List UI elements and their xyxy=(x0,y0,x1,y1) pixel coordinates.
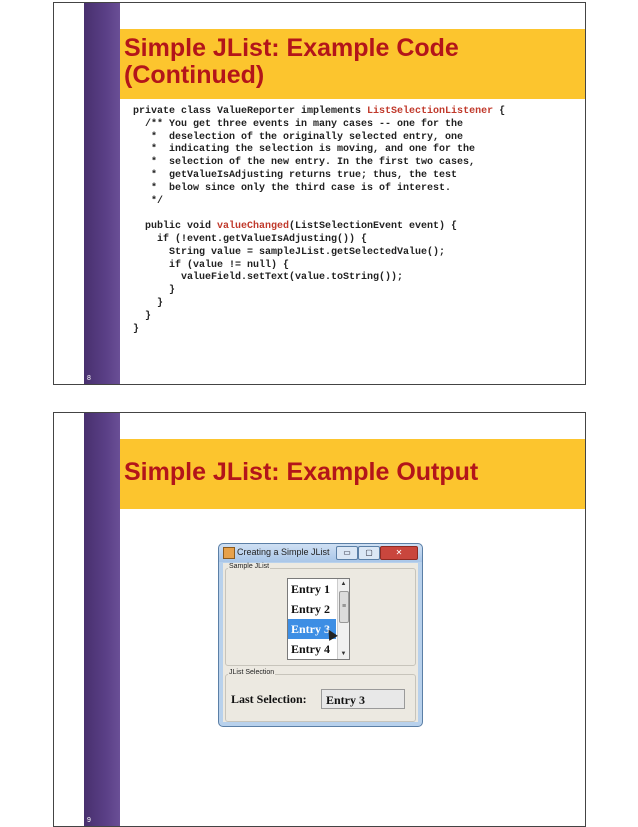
sample-jlist[interactable] xyxy=(287,578,350,660)
code-header-brace: { xyxy=(493,106,506,117)
window-content xyxy=(223,563,418,722)
minimize-button[interactable]: ▭ xyxy=(336,546,358,560)
close-button[interactable]: ✕ xyxy=(380,546,418,560)
slide-title: Simple JList: Example Output xyxy=(124,458,479,486)
scroll-down-icon[interactable]: ▼ xyxy=(340,651,347,657)
selection-group-label: JList Selection xyxy=(229,669,275,676)
slide-title: Simple JList: Example Code (Continued) xyxy=(124,34,459,89)
code-keyword-interface: ListSelectionListener xyxy=(367,106,494,117)
list-scrollbar[interactable] xyxy=(337,579,349,659)
code-header: private class ValueReporter implements xyxy=(133,106,368,117)
scroll-thumb[interactable]: ≡ xyxy=(339,591,349,623)
slide-code xyxy=(53,2,586,385)
slide-output xyxy=(53,412,586,827)
window-title: Creating a Simple JList xyxy=(237,547,330,557)
list-item[interactable]: Entry 1 xyxy=(291,582,330,596)
java-app-icon xyxy=(223,547,235,559)
jlist-window xyxy=(218,543,423,727)
list-item[interactable]: Entry 2 xyxy=(291,602,330,616)
sidebar-bar xyxy=(84,3,120,384)
maximize-button[interactable]: ▢ xyxy=(358,546,380,560)
sidebar-bar xyxy=(84,413,120,826)
scroll-up-icon[interactable]: ▲ xyxy=(340,581,347,587)
code-keyword-method: valueChanged xyxy=(217,221,290,233)
list-item-selected[interactable]: Entry 3 xyxy=(288,619,336,639)
code-body: (ListSelectionEvent event) { if (!event.getValueIsAdjusting()) { String value = sampleJList.getSelectedValue(); if (value != null) { valueField.setText(value.toString()); } } } } xyxy=(133,221,458,335)
window-titlebar[interactable] xyxy=(219,544,422,562)
sample-group-label: Sample JList xyxy=(229,563,270,570)
code-comment: /** You get three events in many cases -- one for the * deselection of the originally selected entry, one * indicating the selection is moving, and one for the * selection of the new entry. In the first two cases, * getValueIsAdjusting returns true; thus, the test * below since only the third case is of interest. */ public void xyxy=(145,118,476,233)
last-selection-field[interactable]: Entry 3 xyxy=(321,689,405,709)
last-selection-label: Last Selection: xyxy=(231,692,307,706)
list-item[interactable]: Entry 4 xyxy=(291,642,330,656)
code-block xyxy=(133,106,505,336)
slide-number: 8 xyxy=(87,375,91,382)
slide-number: 9 xyxy=(87,817,91,824)
